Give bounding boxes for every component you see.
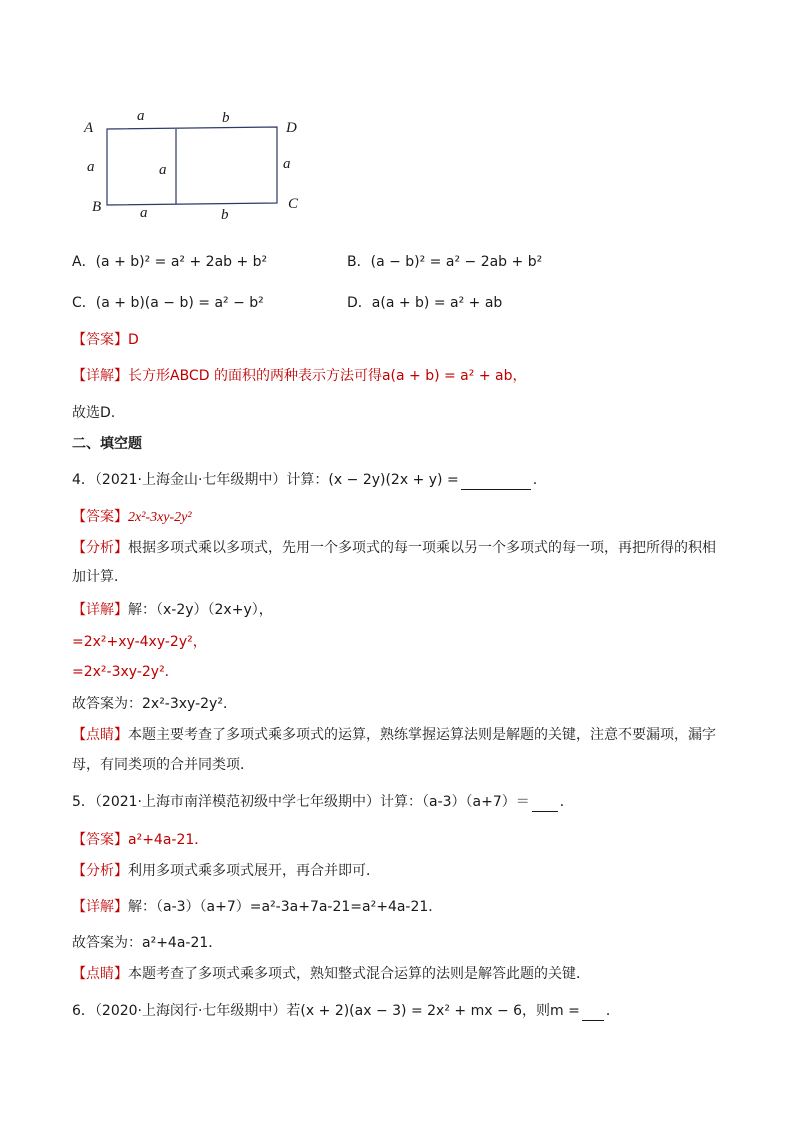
vertex-c-label: C — [288, 196, 299, 212]
vertex-a-label: A — [84, 120, 94, 136]
q5-stem-end: ． — [559, 794, 574, 810]
q4-comment-line-2: 母，有同类项的合并同类项． — [72, 757, 254, 773]
q6-stem-end: ． — [605, 1003, 620, 1019]
q4-answer: 2x²-3xy-2y² — [128, 510, 192, 525]
bottom-b-label: b — [221, 207, 229, 223]
q4-analysis-1: 根据多项式乘以多项式，先用一个多项式的每一项乘以另一个多项式的每一项，再把所得的积相 — [128, 540, 716, 556]
q5-analysis-line — [72, 861, 380, 881]
right-a-label: a — [283, 156, 291, 172]
detail-tag: 【详解】 — [72, 602, 128, 618]
detail-tag: 【详解】 — [72, 368, 128, 384]
q5-detail-line — [72, 897, 442, 917]
q6-answer-blank[interactable] — [582, 1004, 604, 1021]
answer-tag: 【答案】 — [72, 332, 128, 348]
top-b-label: b — [222, 110, 230, 126]
comment-tag: 【点睛】 — [72, 966, 128, 982]
q4-stem — [72, 470, 537, 490]
q3-conclusion: 故选D. — [72, 405, 116, 421]
analysis-tag: 【分析】 — [72, 540, 128, 556]
q4-detail-line-3: =2x²-3xy-2y²． — [72, 664, 179, 680]
q4-detail-1: 解：（x-2y）（2x+y）， — [128, 602, 273, 618]
q3-answer-line — [72, 330, 139, 350]
rectangle-abcd — [107, 127, 277, 205]
q5-analysis: 利用多项式乘多项式展开，再合并即可． — [128, 863, 380, 879]
vertex-d-label: D — [286, 120, 297, 136]
q4-detail-line-2: =2x²+xy-4xy-2y²， — [72, 634, 207, 650]
option-c: C．(a + b)(a − b) = a² − b² — [72, 295, 264, 311]
q3-detail: 长方形ABCD 的面积的两种表示方法可得a(a + b) = a² + ab， — [128, 368, 527, 384]
option-a: A．(a + b)² = a² + 2ab + b² — [72, 254, 268, 270]
bottom-a-label: a — [140, 205, 148, 221]
q5-comment-line — [72, 964, 590, 984]
vertex-b-label: B — [92, 199, 102, 215]
q3-detail-line — [72, 366, 526, 386]
answer-tag: 【答案】 — [72, 509, 128, 525]
q4-answer-line — [72, 507, 192, 528]
q5-answer-blank[interactable] — [532, 795, 558, 812]
q5-final-answer: 故答案为：a²+4a-21． — [72, 935, 223, 951]
q5-answer: a²+4a-21． — [128, 832, 209, 848]
answer-tag: 【答案】 — [72, 832, 128, 848]
section-title: 二、填空题 — [72, 436, 142, 452]
option-d: D．a(a + b) = a² + ab — [347, 295, 503, 311]
left-a-label: a — [87, 159, 95, 175]
q5-answer-line — [72, 830, 208, 850]
q5-stem-text: 5．（2021·上海市南洋模范初级中学七年级期中）计算：（a-3）（a+7）＝ — [72, 794, 530, 810]
q4-analysis-line-1 — [72, 538, 716, 558]
q4-stem-text: 4．（2021·上海金山·七年级期中）计算：(x − 2y)(2x + y) = — [72, 472, 459, 488]
q6-stem-text: 6．（2020·上海闵行·七年级期中）若(x + 2)(ax − 3) = 2x² + mx − 6，则m = — [72, 1003, 580, 1019]
comment-tag: 【点睛】 — [72, 727, 128, 743]
q5-comment: 本题考查了多项式乘多项式，熟知整式混合运算的法则是解答此题的关键． — [128, 966, 590, 982]
q4-detail-line-1 — [72, 600, 273, 620]
q4-comment-line-1 — [72, 725, 716, 745]
q4-comment-1: 本题主要考查了多项式乘多项式的运算，熟练掌握运算法则是解题的关键，注意不要漏项，漏字 — [128, 727, 716, 743]
q5-stem — [72, 792, 574, 812]
q4-answer-blank[interactable] — [461, 473, 531, 490]
option-b: B．(a − b)² = a² − 2ab + b² — [347, 254, 543, 270]
top-a-label: a — [137, 108, 145, 124]
q4-stem-end: . — [532, 472, 538, 488]
detail-tag: 【详解】 — [72, 899, 128, 915]
analysis-tag: 【分析】 — [72, 863, 128, 879]
q5-detail: 解：（a-3）（a+7）=a²-3a+7a-21=a²+4a-21． — [128, 899, 443, 915]
middle-a-label: a — [159, 162, 167, 178]
rectangle-figure — [80, 105, 310, 230]
q6-stem — [72, 1001, 620, 1021]
q3-answer: D — [128, 332, 139, 348]
q4-analysis-line-2: 加计算． — [72, 569, 128, 585]
q4-final-answer: 故答案为：2x²-3xy-2y²． — [72, 696, 237, 712]
